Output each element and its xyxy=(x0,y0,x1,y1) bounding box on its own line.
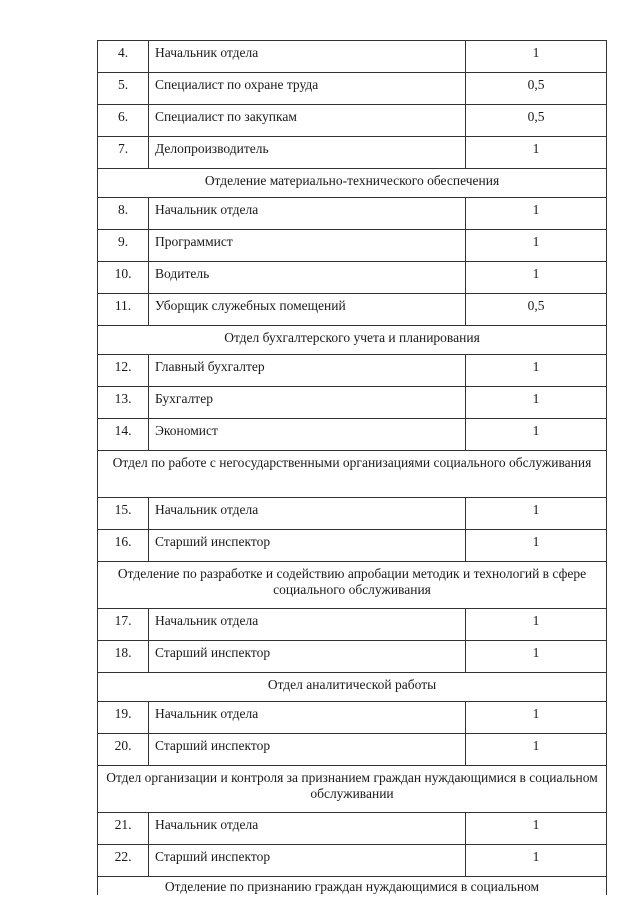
staff-units: 0,5 xyxy=(466,73,607,105)
row-number: 8. xyxy=(98,198,149,230)
staff-units: 1 xyxy=(466,387,607,419)
staff-units: 1 xyxy=(466,498,607,530)
section-title: Отделение материально-технического обеспечения xyxy=(98,169,607,198)
row-number: 21. xyxy=(98,813,149,845)
table-row xyxy=(98,498,607,530)
table-row xyxy=(98,419,607,451)
table-row xyxy=(98,355,607,387)
row-number: 7. xyxy=(98,137,149,169)
staff-units: 1 xyxy=(466,734,607,766)
section-title: Отделение по признанию граждан нуждающимися в социальном xyxy=(98,877,607,896)
section-title: Отделение по разработке и содействию апробации методик и технологий в сфере социального обслуживания xyxy=(98,562,607,609)
staff-units: 1 xyxy=(466,530,607,562)
staff-units: 1 xyxy=(466,845,607,877)
row-number: 10. xyxy=(98,262,149,294)
table-row xyxy=(98,73,607,105)
section-row xyxy=(98,169,607,198)
section-row xyxy=(98,326,607,355)
table-row xyxy=(98,609,607,641)
staff-units: 1 xyxy=(466,355,607,387)
position-name: Специалист по охране труда xyxy=(149,73,466,105)
staff-units: 1 xyxy=(466,137,607,169)
section-row xyxy=(98,673,607,702)
row-number: 14. xyxy=(98,419,149,451)
position-name: Водитель xyxy=(149,262,466,294)
position-name: Старший инспектор xyxy=(149,641,466,673)
position-name: Старший инспектор xyxy=(149,734,466,766)
table-row xyxy=(98,813,607,845)
staff-units: 1 xyxy=(466,230,607,262)
position-name: Главный бухгалтер xyxy=(149,355,466,387)
position-name: Старший инспектор xyxy=(149,530,466,562)
position-name: Уборщик служебных помещений xyxy=(149,294,466,326)
table-body xyxy=(98,41,607,896)
row-number: 13. xyxy=(98,387,149,419)
table-row xyxy=(98,262,607,294)
position-name: Начальник отдела xyxy=(149,498,466,530)
table-row xyxy=(98,137,607,169)
position-name: Специалист по закупкам xyxy=(149,105,466,137)
row-number: 6. xyxy=(98,105,149,137)
row-number: 18. xyxy=(98,641,149,673)
row-number: 16. xyxy=(98,530,149,562)
table-row xyxy=(98,230,607,262)
position-name: Начальник отдела xyxy=(149,609,466,641)
table-row xyxy=(98,734,607,766)
row-number: 12. xyxy=(98,355,149,387)
section-row xyxy=(98,766,607,813)
position-name: Начальник отдела xyxy=(149,41,466,73)
staff-units: 1 xyxy=(466,198,607,230)
row-number: 17. xyxy=(98,609,149,641)
table-row xyxy=(98,530,607,562)
section-row xyxy=(98,562,607,609)
table-row xyxy=(98,198,607,230)
position-name: Начальник отдела xyxy=(149,198,466,230)
row-number: 15. xyxy=(98,498,149,530)
table-row xyxy=(98,641,607,673)
staff-units: 1 xyxy=(466,702,607,734)
position-name: Экономист xyxy=(149,419,466,451)
row-number: 4. xyxy=(98,41,149,73)
position-name: Начальник отдела xyxy=(149,813,466,845)
position-name: Старший инспектор xyxy=(149,845,466,877)
table-row xyxy=(98,702,607,734)
position-name: Делопроизводитель xyxy=(149,137,466,169)
section-title: Отдел по работе с негосударственными организациями социального обслуживания xyxy=(98,451,607,498)
table-row xyxy=(98,294,607,326)
table-row xyxy=(98,387,607,419)
row-number: 11. xyxy=(98,294,149,326)
row-number: 5. xyxy=(98,73,149,105)
section-row xyxy=(98,451,607,498)
row-number: 20. xyxy=(98,734,149,766)
section-title: Отдел бухгалтерского учета и планирования xyxy=(98,326,607,355)
position-name: Начальник отдела xyxy=(149,702,466,734)
row-number: 22. xyxy=(98,845,149,877)
staff-units: 1 xyxy=(466,813,607,845)
section-row xyxy=(98,877,607,896)
row-number: 9. xyxy=(98,230,149,262)
staff-units: 1 xyxy=(466,641,607,673)
position-name: Программист xyxy=(149,230,466,262)
row-number: 19. xyxy=(98,702,149,734)
position-name: Бухгалтер xyxy=(149,387,466,419)
table-row xyxy=(98,845,607,877)
staff-units: 1 xyxy=(466,419,607,451)
staff-units: 1 xyxy=(466,262,607,294)
table-row xyxy=(98,105,607,137)
section-title: Отдел аналитической работы xyxy=(98,673,607,702)
staff-units: 1 xyxy=(466,609,607,641)
staff-units: 1 xyxy=(466,41,607,73)
staff-units: 0,5 xyxy=(466,294,607,326)
table-row xyxy=(98,41,607,73)
section-title: Отдел организации и контроля за признанием граждан нуждающимися в социальном обслуживании xyxy=(98,766,607,813)
staff-table xyxy=(97,40,607,895)
staff-units: 0,5 xyxy=(466,105,607,137)
